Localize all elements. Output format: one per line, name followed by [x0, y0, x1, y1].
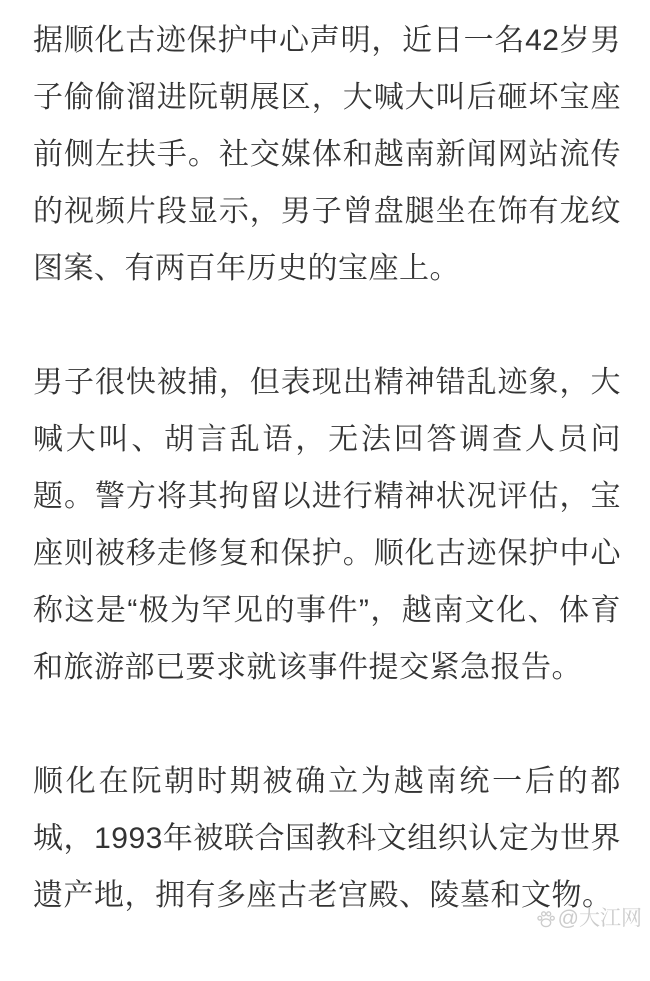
article-paragraph-1: 据顺化古迹保护中心声明，近日一名42岁男子偷偷溜进阮朝展区，大喊大叫后砸坏宝座前侧左扶手。社交媒体和越南新闻网站流传的视频片段显示，男子曾盘腿坐在饰有龙纹图案、有两百年历史的宝座上。	[33, 24, 621, 285]
watermark	[536, 908, 642, 929]
paw-icon	[536, 909, 556, 929]
article-paragraph-3: 顺化在阮朝时期被确立为越南统一后的都城，1993年被联合国教科文组织认定为世界遗产地，拥有多座古老宫殿、陵墓和文物。	[33, 765, 621, 912]
watermark-label: @大江网	[557, 907, 642, 930]
article-paragraph-2: 男子很快被捕，但表现出精神错乱迹象，大喊大叫、胡言乱语，无法回答调查人员问题。警方将其拘留以进行精神状况评估，宝座则被移走修复和保护。顺化古迹保护中心称这是“极为罕见的事件”，越南文化、体育和旅游部已要求就该事件提交紧急报告。	[33, 366, 621, 684]
